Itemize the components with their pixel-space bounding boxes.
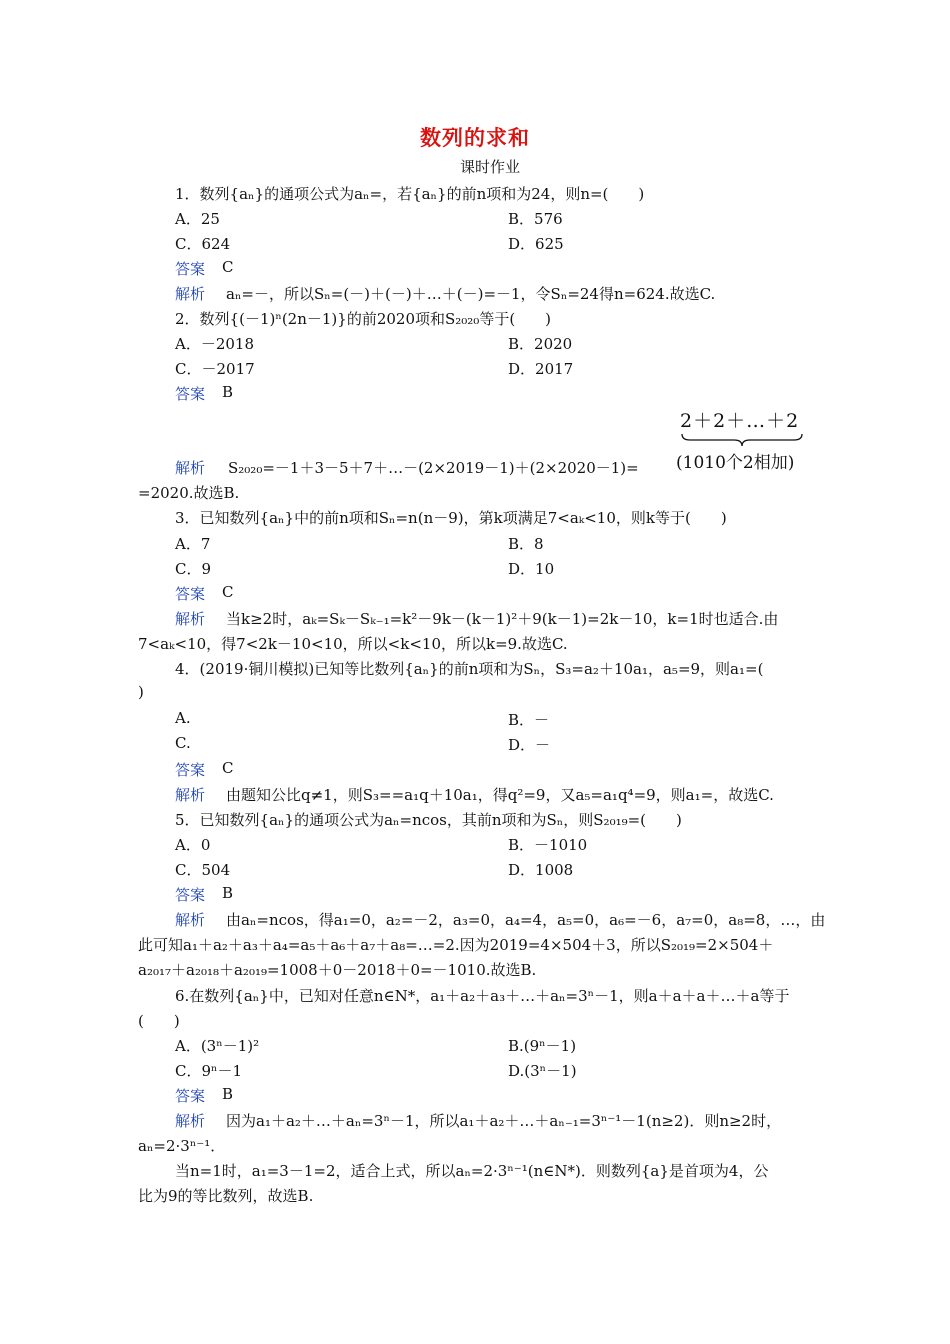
q6-stem-cont-line <box>0 1007 950 1032</box>
q2-option-c: C．－2017 <box>175 360 255 378</box>
q6-option-b: B.(9ⁿ－1) <box>508 1037 577 1055</box>
q4-analysis: 由题知公比q≠1，则S₃==a₁q＋10a₁，得q²=9，又a₅=a₁q⁴=9，则a₁=，故选C. <box>226 786 774 804</box>
q4-option-d: D．－ <box>508 736 551 754</box>
q6-analysis-2: aₙ=2·3ⁿ⁻¹． <box>138 1137 226 1155</box>
q3-options-row2 <box>0 555 950 580</box>
q4-answer: C <box>222 759 234 777</box>
q5-analysis-2: 此可知a₁＋a₂＋a₃＋a₄=a₅＋a₆＋a₇＋a₈=…=2.因为2019=4×504＋3，所以S₂₀₁₉=2×504＋ <box>138 936 774 954</box>
q6-stem-line <box>0 982 950 1007</box>
q6-analysis-cont-line-1 <box>0 1132 950 1157</box>
q4-answer-line <box>0 756 950 781</box>
q5-analysis-cont-line-1 <box>0 931 950 956</box>
q4-stem-1: 4．(2019·铜川模拟)已知等比数列{aₙ}的前n项和为Sₙ，S₃=a₂＋10a₁，a₅=9，则a₁=( <box>175 660 764 678</box>
q6-analysis-cont-line-3 <box>0 1182 950 1207</box>
q3-stem-line <box>0 504 950 529</box>
q1-answer-label: 答案 <box>175 260 206 278</box>
q6-option-d: D.(3ⁿ－1) <box>508 1062 577 1080</box>
q2-analysis-cont: =2020.故选B. <box>138 484 240 502</box>
page-title: 数列的求和 <box>420 125 530 150</box>
q2-options-row1 <box>0 330 950 355</box>
q3-analysis-cont-line <box>0 630 950 655</box>
q3-answer-line <box>0 580 950 605</box>
q5-option-a: A．0 <box>175 836 211 854</box>
q4-option-a: A. <box>175 709 191 727</box>
q1-option-c: C．624 <box>175 235 231 253</box>
q1-analysis-label: 解析 <box>175 285 206 303</box>
q3-answer: C <box>222 583 234 601</box>
q6-analysis-3: 当n=1时，a₁=3－1=2，适合上式，所以aₙ=2·3ⁿ⁻¹(n∈N*)．则数列{a}是首项为4，公 <box>175 1162 769 1180</box>
q2-analysis-cont-line <box>0 479 950 504</box>
q1-option-a: A．25 <box>175 210 220 228</box>
q4-analysis-label: 解析 <box>175 786 206 804</box>
q2-brace-top: 2＋2＋…＋2 <box>680 410 800 432</box>
q2-option-b: B．2020 <box>508 335 573 353</box>
q5-answer-label: 答案 <box>175 886 206 904</box>
q6-answer-line <box>0 1082 950 1107</box>
q3-stem: 3．已知数列{aₙ}中的前n项和Sₙ=n(n－9)，第k项满足7<aₖ<10，则k等于( ) <box>175 509 727 527</box>
q2-analysis-line <box>0 454 950 479</box>
q1-option-b: B．576 <box>508 210 563 228</box>
q3-option-a: A．7 <box>175 535 211 553</box>
q3-option-b: B．8 <box>508 535 544 553</box>
q5-analysis-line <box>0 906 950 931</box>
q3-option-c: C．9 <box>175 560 212 578</box>
q1-analysis: aₙ=－，所以Sₙ=(－)＋(－)＋…＋(－)=－1，令Sₙ=24得n=624.故选C. <box>226 285 716 303</box>
q1-option-d: D．625 <box>508 235 564 253</box>
q3-analysis-2: 7<aₖ<10，得7<2k－10<10，所以<k<10，所以k=9.故选C. <box>138 635 568 653</box>
q5-option-d: D．1008 <box>508 861 574 879</box>
q6-options-row1 <box>0 1032 950 1057</box>
q1-options-row1 <box>0 205 950 230</box>
q6-option-c: C．9ⁿ－1 <box>175 1062 243 1080</box>
q6-analysis-1: 因为a₁＋a₂＋…＋aₙ=3ⁿ－1，所以a₁＋a₂＋…＋aₙ₋₁=3ⁿ⁻¹－1(n≥2)．则n≥2时， <box>226 1112 782 1130</box>
q5-stem: 5．已知数列{aₙ}的通项公式为aₙ=ncos，其前n项和为Sₙ，则S₂₀₁₉=( ) <box>175 811 682 829</box>
q5-options-row1 <box>0 831 950 856</box>
q4-options-row2 <box>0 731 950 756</box>
q1-answer-line <box>0 255 950 280</box>
q2-option-a: A．－2018 <box>175 335 255 353</box>
q5-analysis-1: 由aₙ=ncos，得a₁=0，a₂=－2，a₃=0，a₄=4，a₅=0，a₆=－6，a₇=0，a₈=8，…，由 <box>226 911 826 929</box>
q2-analysis: S₂₀₂₀=－1＋3－5＋7＋…－(2×2019－1)＋(2×2020－1)= <box>228 459 639 477</box>
q5-option-b: B．－1010 <box>508 836 588 854</box>
q6-answer-label: 答案 <box>175 1087 206 1105</box>
q1-stem-line <box>0 180 950 205</box>
q6-answer: B <box>222 1085 234 1103</box>
q2-answer-label: 答案 <box>175 385 206 403</box>
q5-stem-line <box>0 806 950 831</box>
q2-stem-line <box>0 305 950 330</box>
q1-answer: C <box>222 258 234 276</box>
q6-analysis-label: 解析 <box>175 1112 206 1130</box>
underbrace-icon <box>680 432 804 448</box>
q2-brace-bottom: (1010个2相加) <box>676 453 795 473</box>
q1-options-row2 <box>0 230 950 255</box>
q4-option-c: C. <box>175 734 191 752</box>
q5-analysis-cont-line-2 <box>0 956 950 981</box>
q6-option-a: A．(3ⁿ－1)² <box>175 1037 260 1055</box>
q4-analysis-line <box>0 781 950 806</box>
q6-analysis-4: 比为9的等比数列，故选B. <box>138 1187 314 1205</box>
q1-stem: 1．数列{aₙ}的通项公式为aₙ=，若{aₙ}的前n项和为24，则n=( ) <box>175 185 645 203</box>
q6-options-row2 <box>0 1057 950 1082</box>
q4-option-b: B．－ <box>508 711 550 729</box>
q4-stem-cont-line <box>0 680 950 705</box>
q4-answer-label: 答案 <box>175 761 206 779</box>
q6-stem-2: ( ) <box>138 1012 180 1030</box>
q3-answer-label: 答案 <box>175 585 206 603</box>
q6-analysis-cont-line-2 <box>0 1157 950 1182</box>
q4-options-row1 <box>0 706 950 731</box>
q5-analysis-3: a₂₀₁₇＋a₂₀₁₈＋a₂₀₁₉=1008＋0－2018＋0=－1010.故选B. <box>138 961 537 979</box>
q3-analysis-1: 当k≥2时，aₖ=Sₖ－Sₖ₋₁=k²－9k－(k－1)²＋9(k－1)=2k－10，k=1时也适合.由 <box>226 610 779 628</box>
q1-analysis-line <box>0 280 950 305</box>
q3-analysis-line <box>0 605 950 630</box>
q4-stem-2: ) <box>138 683 144 701</box>
q3-options-row1 <box>0 530 950 555</box>
q2-answer-line <box>0 380 950 405</box>
q2-option-d: D．2017 <box>508 360 574 378</box>
q5-analysis-label: 解析 <box>175 911 206 929</box>
q6-stem-1: 6.在数列{aₙ}中，已知对任意n∈N*，a₁＋a₂＋a₃＋…＋aₙ=3ⁿ－1，则a＋a＋a＋…＋a等于 <box>175 987 790 1005</box>
q2-stem: 2．数列{(－1)ⁿ(2n－1)}的前2020项和S₂₀₂₀等于( ) <box>175 310 552 328</box>
q2-options-row2 <box>0 355 950 380</box>
q5-answer-line <box>0 881 950 906</box>
q5-answer: B <box>222 884 234 902</box>
q3-option-d: D．10 <box>508 560 555 578</box>
q4-stem-line <box>0 655 950 680</box>
q2-answer: B <box>222 383 234 401</box>
q3-analysis-label: 解析 <box>175 610 206 628</box>
q6-analysis-line <box>0 1107 950 1132</box>
q5-option-c: C．504 <box>175 861 231 879</box>
q5-options-row2 <box>0 856 950 881</box>
q2-analysis-label: 解析 <box>175 459 206 477</box>
page-subtitle: 课时作业 <box>459 158 520 176</box>
